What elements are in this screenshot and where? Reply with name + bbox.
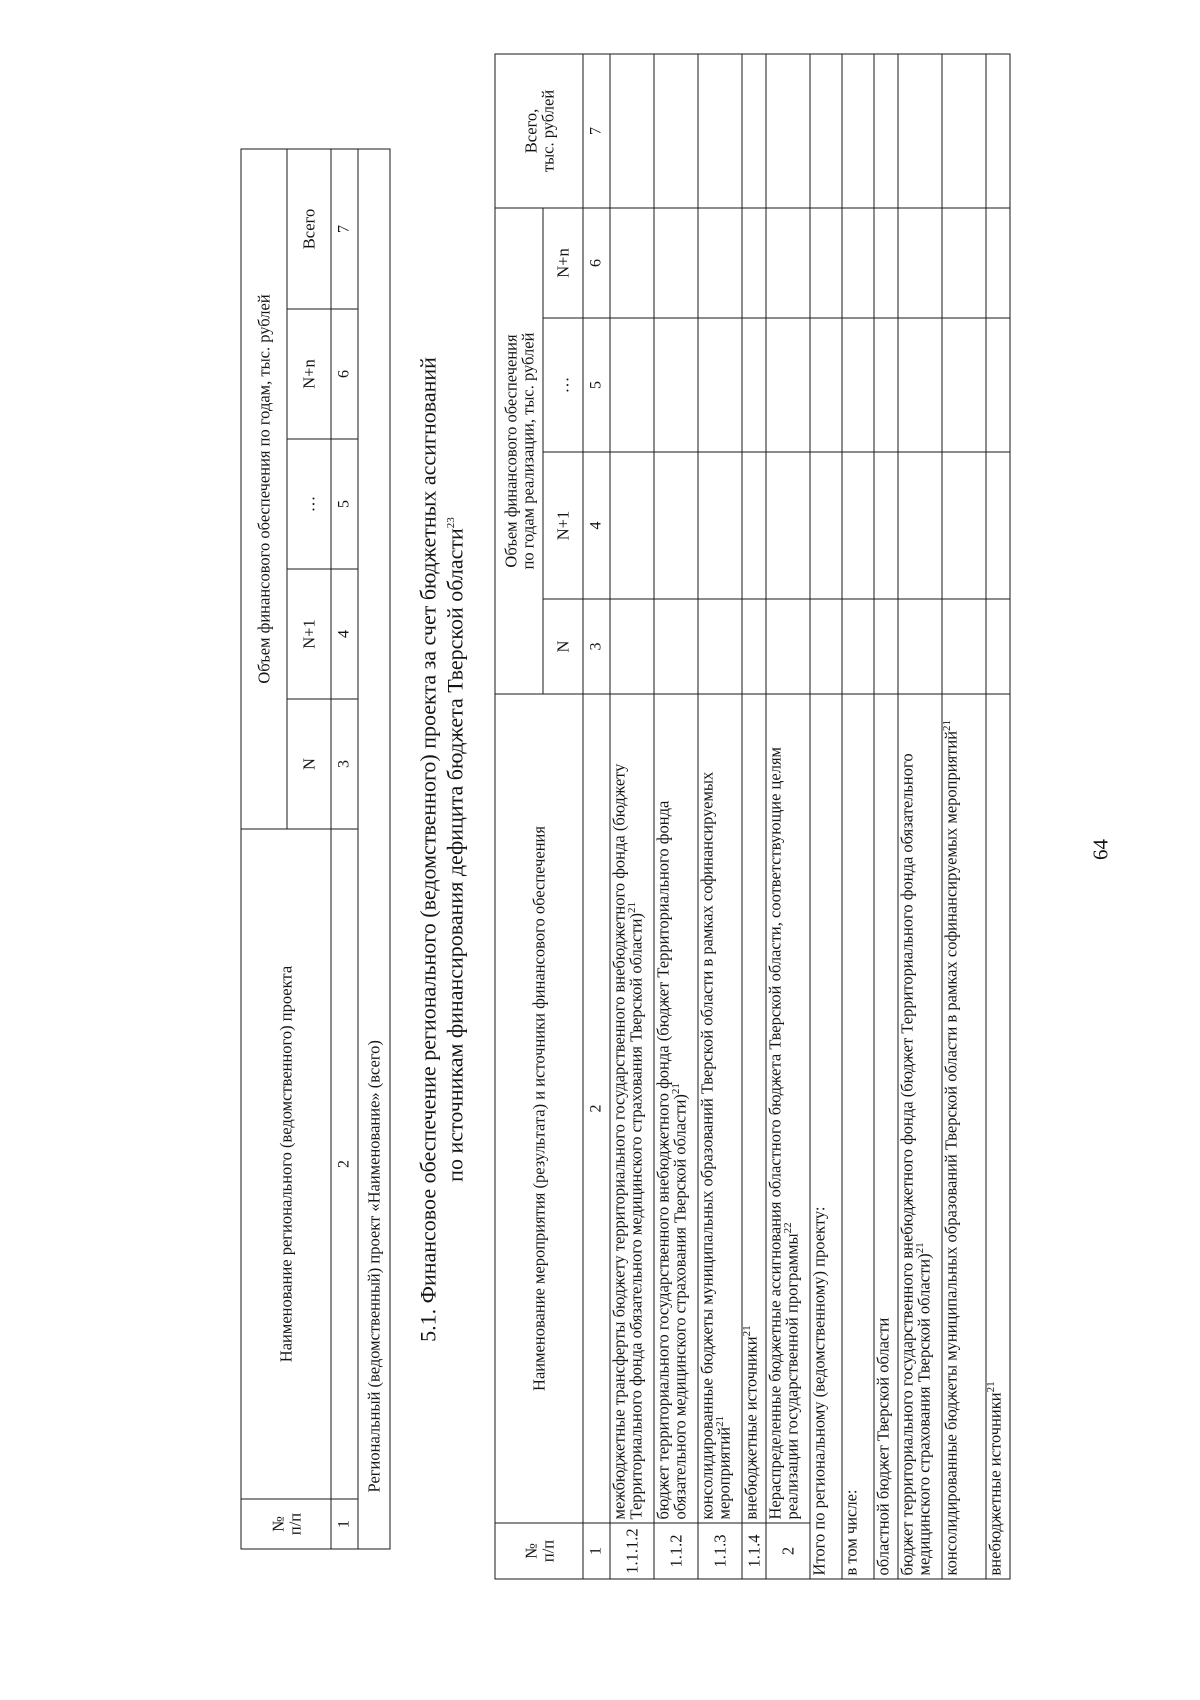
row-text: межбюджетные трансферты бюджету территориального государственного внебюджетного фонда (бюджету Территориального фонда обязательного медицинского страхования Тверской области)$^{21}$ [610, 694, 654, 1523]
header-volume: Объем финансового обеспечения по годам, тыс. рублей [241, 149, 287, 829]
sources-financing-table [240, 148, 390, 1549]
section-title-line2: по источникам финансирования дефицита бюджета Тверской области$^{23}$ [442, 517, 467, 1182]
index-cell: 5 [583, 318, 610, 452]
project-total-row: Региональный (ведомственный) проект «Наименование» (всего) [358, 149, 390, 1549]
financing-table [494, 53, 1010, 1579]
row-text: внебюджетные источники$^{21}$ [742, 694, 766, 1523]
table-row [742, 54, 766, 1579]
row-number: 1.1.4 [742, 1523, 766, 1579]
table-row [358, 149, 390, 1549]
row-number: 1.1.1.2 [610, 1523, 654, 1579]
index-cell: 5 [331, 439, 358, 569]
header-year-n1: N+1 [543, 452, 583, 599]
index-cell: 7 [583, 54, 610, 208]
table-row [874, 54, 898, 1579]
header-year-nn: N+n [543, 208, 583, 318]
row-text: бюджет территориального государственного внебюджетного фонда (бюджет Территориального фонда обязательного медицинского страхования Тверской области)$^{21}$ [654, 694, 698, 1523]
header-year-n: N [543, 599, 583, 694]
row-number: 1.1.2 [654, 1523, 698, 1579]
header-project-name: Наименование регионального (ведомственного) проекта [241, 829, 331, 1499]
header-total: Всего [287, 149, 331, 309]
header-no: № п/п [495, 1523, 583, 1579]
index-cell: 1 [583, 1523, 610, 1579]
row-number: 1.1.3 [698, 1523, 742, 1579]
index-cell: 7 [331, 149, 358, 309]
row-number: 2 [766, 1523, 810, 1579]
header-no: № п/п [241, 1499, 331, 1549]
section-title-line1: 5.1. Финансовое обеспечение регионального (ведомственного) проекта за счет бюджетных ассигнований [415, 357, 440, 1342]
table-row [654, 54, 698, 1579]
index-cell: 3 [583, 599, 610, 694]
summary-text: в том числе: [842, 694, 874, 1579]
header-name: Наименование мероприятия (результата) и источники финансового обеспечения [495, 694, 583, 1523]
table-row [842, 54, 874, 1579]
header-year-nn: N+n [287, 309, 331, 439]
table-row [766, 54, 810, 1579]
header-year-n: N [287, 699, 331, 829]
document-page [0, 1, 1200, 1700]
header-year-dots: … [287, 439, 331, 569]
index-cell: 1 [331, 1499, 358, 1549]
header-total: Всего, тыс. рублей [495, 54, 583, 208]
header-year-dots: … [543, 318, 583, 452]
summary-text: консолидированные бюджеты муниципальных образований Тверской области в рамках софинансируемых мероприятий$^{21}$ [942, 694, 986, 1579]
summary-text: внебюджетные источники$^{21}$ [986, 694, 1010, 1579]
table-row [810, 54, 842, 1579]
row-text: Нераспределенные бюджетные ассигнования областного бюджета Тверской области, соответствующие целям реализации государственной программы$^{22}$ [766, 694, 810, 1523]
row-text: консолидированные бюджеты муниципальных образований Тверской области в рамках софинансируемых мероприятий$^{21}$ [698, 694, 742, 1523]
summary-text: бюджет территориального государственного внебюджетного фонда (бюджет Территориального фонда обязательного медицинского страхования Тверской области)$^{21}$ [898, 694, 942, 1579]
index-cell: 2 [583, 694, 610, 1523]
index-cell: 4 [331, 569, 358, 699]
table-row [986, 54, 1010, 1579]
table-row [610, 54, 654, 1579]
section-caption [414, 200, 468, 1500]
index-cell: 6 [583, 208, 610, 318]
summary-text: областной бюджет Тверской области [874, 694, 898, 1579]
table-row [898, 54, 942, 1579]
page-number: 64 [1088, 839, 1112, 860]
index-cell: 2 [331, 829, 358, 1499]
index-cell: 6 [331, 309, 358, 439]
table-row [698, 54, 742, 1579]
index-cell: 4 [583, 452, 610, 599]
summary-text: Итого по региональному (ведомственному) проекту: [810, 694, 842, 1579]
table-row [942, 54, 986, 1579]
index-cell: 3 [331, 699, 358, 829]
header-year-n1: N+1 [287, 569, 331, 699]
header-volume: Объем финансового обеспечения по годам реализации, тыс. рублей [495, 208, 543, 694]
